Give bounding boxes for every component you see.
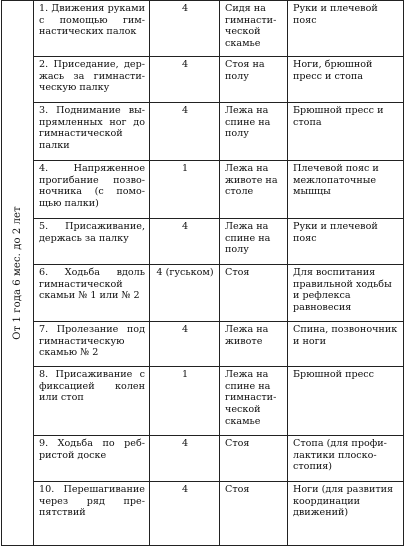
position-cell: Лежа на спине на полу — [220, 219, 288, 265]
count-cell: 4 — [150, 57, 220, 103]
exercise-cell: 3. Поднимание выпрямленных ног до гимнастической палки — [34, 103, 150, 161]
count-cell: 4 — [150, 219, 220, 265]
position-cell: Сидя на гимнастической скамье — [220, 1, 288, 57]
count-cell: 4 (гуськом) — [150, 265, 220, 322]
position-cell: Лежа на животе на столе — [220, 161, 288, 219]
muscles-cell: Руки и плечевой пояс — [288, 219, 404, 265]
table-row — [2, 103, 404, 161]
table-row — [2, 482, 404, 546]
muscles-cell: Ноги (для развития координации движений) — [288, 482, 404, 546]
muscles-cell: Для воспитания правильной ходьбы и рефлекса равновесия — [288, 265, 404, 322]
muscles-cell: Плечевой пояс и межлопаточные мышцы — [288, 161, 404, 219]
exercise-cell: 9. Ходьба по ребристой доске — [34, 436, 150, 482]
table-row — [2, 322, 404, 367]
exercise-cell: 1. Движения руками с помощью гимнастических палок — [34, 1, 150, 57]
position-cell: Лежа на спине на полу — [220, 103, 288, 161]
exercise-cell: 4. Напряженное прогибание позвоночника (с помощью палки) — [34, 161, 150, 219]
exercise-cell: 5. Присаживание, держась за палку — [34, 219, 150, 265]
position-cell: Лежа на спине на гимнастической скамье — [220, 367, 288, 436]
age-group-cell — [2, 1, 34, 546]
muscles-cell: Стопа (для профилактики плоскостопия) — [288, 436, 404, 482]
position-cell: Стоя — [220, 482, 288, 546]
table-row — [2, 436, 404, 482]
exercise-cell: 2. Приседание, держась за гимнастическую палку — [34, 57, 150, 103]
count-cell: 4 — [150, 436, 220, 482]
age-group-label: От 1 года 6 мес. до 2 лет — [11, 206, 23, 340]
table-row — [2, 161, 404, 219]
position-cell: Стоя — [220, 436, 288, 482]
count-cell: 1 — [150, 161, 220, 219]
count-cell: 4 — [150, 482, 220, 546]
muscles-cell: Спина, позвоночник и ноги — [288, 322, 404, 367]
muscles-cell: Ноги, брюшной пресс и стопа — [288, 57, 404, 103]
position-cell: Стоя — [220, 265, 288, 322]
exercise-cell: 6. Ходьба вдоль гимнастической скамьи № 1 или № 2 — [34, 265, 150, 322]
count-cell: 4 — [150, 103, 220, 161]
muscles-cell: Руки и плечевой пояс — [288, 1, 404, 57]
table-row — [2, 265, 404, 322]
count-cell: 4 — [150, 1, 220, 57]
exercise-cell: 10. Перешагивание через ряд препятствий — [34, 482, 150, 546]
table-row — [2, 219, 404, 265]
count-cell: 1 — [150, 367, 220, 436]
exercise-table — [1, 0, 404, 546]
table-row — [2, 1, 404, 57]
table-row — [2, 367, 404, 436]
table-row — [2, 57, 404, 103]
muscles-cell: Брюшной пресс и стопа — [288, 103, 404, 161]
muscles-cell: Брюшной пресс — [288, 367, 404, 436]
position-cell: Стоя на полу — [220, 57, 288, 103]
exercise-cell: 8. Присаживание с фиксацией колен или стоп — [34, 367, 150, 436]
count-cell: 4 — [150, 322, 220, 367]
exercise-cell: 7. Пролезание под гимнастическую скамью № 2 — [34, 322, 150, 367]
position-cell: Лежа на животе — [220, 322, 288, 367]
